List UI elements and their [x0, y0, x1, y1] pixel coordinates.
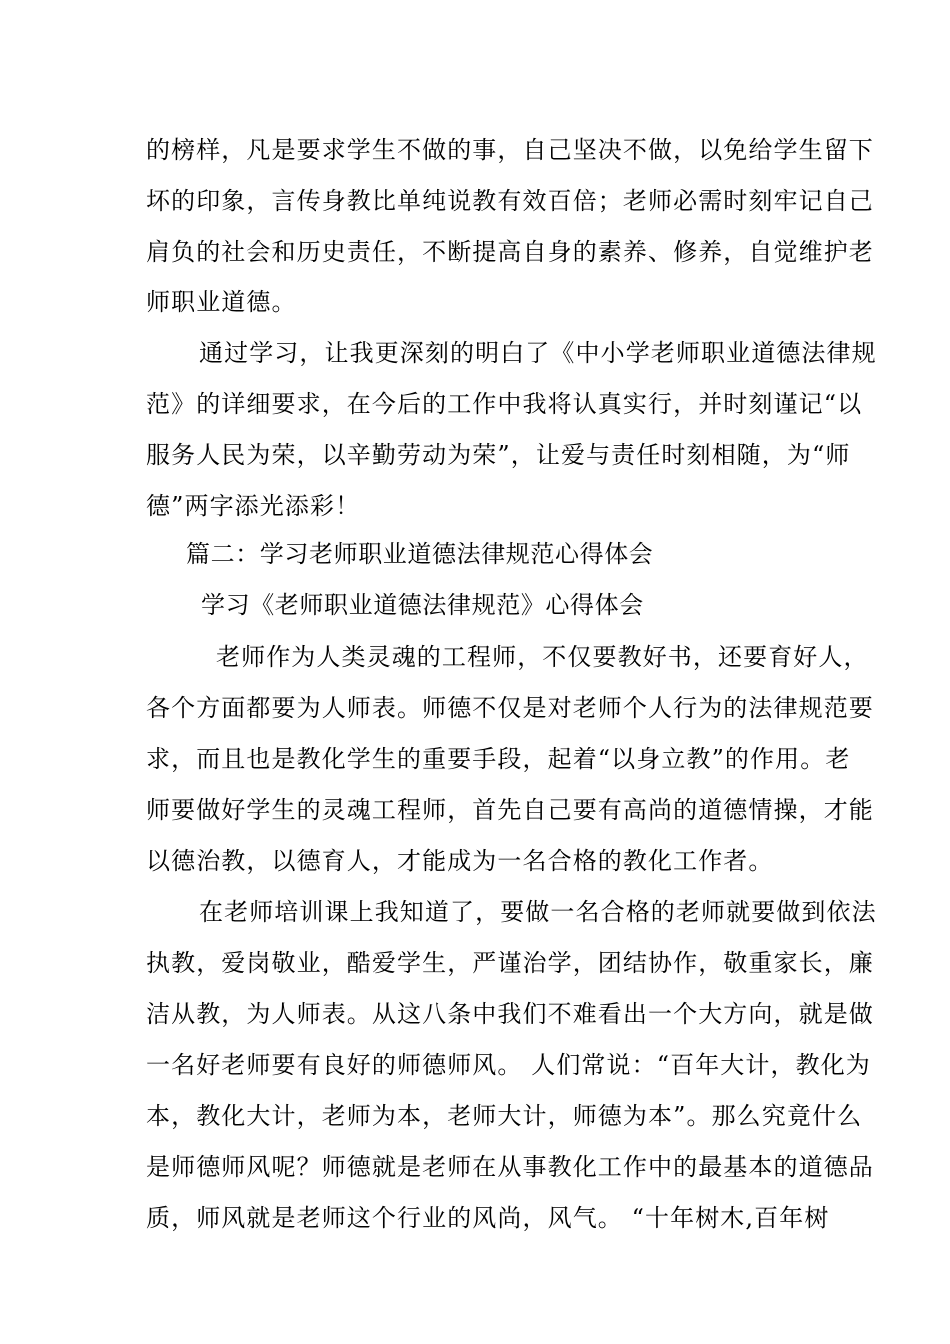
text-line: 各个方面都要为人师表。师德不仅是对老师个人行为的法律规范要: [146, 694, 874, 722]
text-line: 在老师培训课上我知道了，要做一名合格的老师就要做到依法: [199, 898, 877, 926]
text-line: 的榜样，凡是要求学生不做的事，自己坚决不做，以免给学生留下: [146, 136, 874, 164]
text-line: 师要做好学生的灵魂工程师，首先自己要有高尚的道德情操，才能: [146, 796, 874, 824]
text-line: 质，师风就是老师这个行业的风尚，风气。 “十年树木,百年树: [146, 1204, 830, 1232]
text-line: 老师作为人类灵魂的工程师，不仅要教好书，还要育好人，: [216, 643, 869, 671]
text-line: 服务人民为荣，以辛勤劳动为荣”，让爱与责任时刻相随，为“师: [146, 441, 851, 469]
text-line: 通过学习，让我更深刻的明白了《中小学老师职业道德法律规: [199, 339, 877, 367]
text-line: 肩负的社会和历史责任，不断提高自身的素养、修养，自觉维护老: [146, 238, 874, 266]
text-line: 德”两字添光添彩！: [146, 492, 361, 520]
text-line: 以德治教，以德育人，才能成为一名合格的教化工作者。: [146, 847, 774, 875]
text-line: 求，而且也是教化学生的重要手段，起着“以身立教”的作用。老: [146, 745, 851, 773]
text-line: 洁从教，为人师表。从这八条中我们不难看出一个大方向，就是做: [146, 1000, 874, 1028]
text-line: 范》的详细要求，在今后的工作中我将认真实行，并时刻谨记“以: [146, 390, 863, 418]
text-line: 坏的印象，言传身教比单纯说教有效百倍；老师必需时刻牢记自己: [146, 187, 874, 215]
text-line: 本，教化大计，老师为本，老师大计，师德为本”。那么究竟什么: [146, 1102, 863, 1130]
text-line: 一名好老师要有良好的师德师风。 人们常说：“百年大计，教化为: [146, 1051, 871, 1079]
text-line: 执教，爱岗敬业，酷爱学生，严谨治学，团结协作，敬重家长，廉: [146, 949, 874, 977]
text-line: 师职业道德。: [146, 288, 297, 316]
section-heading: 篇二：学习老师职业道德法律规范心得体会: [186, 540, 654, 568]
text-line: 是师德师风呢？师德就是老师在从事教化工作中的最基本的道德品: [146, 1153, 874, 1181]
article-title: 学习《老师职业道德法律规范》心得体会: [201, 591, 644, 619]
